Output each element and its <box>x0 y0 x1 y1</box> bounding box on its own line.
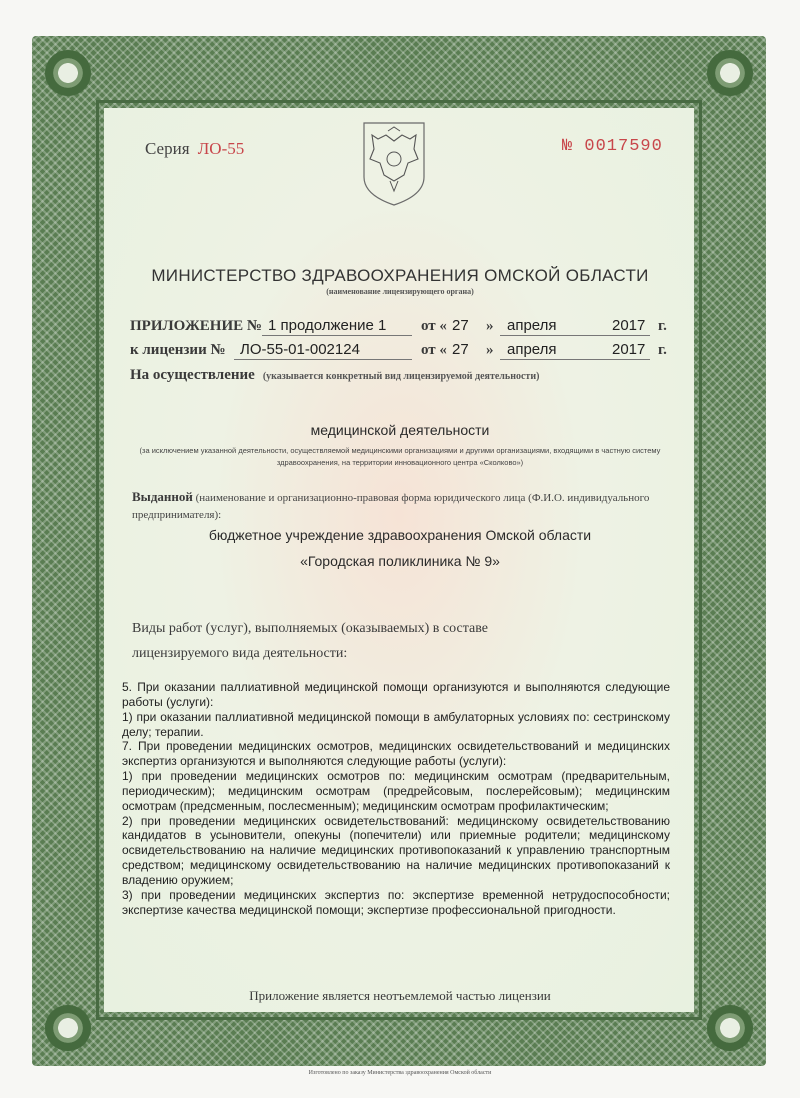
appendix-number: 1 продолжение 1 <box>268 317 387 334</box>
corner-rosette <box>45 1005 91 1051</box>
corner-rosette <box>707 50 753 96</box>
underline <box>234 359 412 360</box>
activity-row <box>130 366 670 384</box>
services-paragraph: 2) при проведении медицинских освидетельствований: медицинскому освидетельствованию кандидатов в усыновители, опекуны (попечители) или приемные родители; медицинскому освидетельствованию на наличие медицинских противопоказаний к управлению транспортным средством; медицинскому освидетельствованию на наличие медицинских противопоказаний к владению оружием; <box>122 813 670 887</box>
underline <box>500 335 650 336</box>
services-paragraph: 5. При оказании паллиативной медицинской помощи организуются и выполняются следующие работы (услуги): <box>122 680 670 709</box>
activity-label: На осуществление <box>130 367 255 383</box>
printer-imprint: Изготовлено по заказу Министерства здравоохранения Омской области <box>308 1070 492 1076</box>
activity-note: (указывается конкретный вид лицензируемой деятельности) <box>262 371 540 382</box>
appendix-year: 2017 <box>612 317 646 334</box>
corner-rosette <box>45 50 91 96</box>
license-label: к лицензии № <box>130 342 226 358</box>
coat-of-arms-emblem-icon <box>358 119 430 207</box>
underline <box>262 335 412 336</box>
issued-note: (наименование и организационно-правовая форма юридического лица (Ф.И.О. индивидуального предпринимателя): <box>132 492 650 521</box>
services-paragraph: 1) при проведении медицинских осмотров по: медицинским осмотрам (предварительным, периодическим); медицинским осмотрам (предрейсовым, послерейсовым); медицинским осмотрам (предсменным, послесменным); медицинским осмотрам профилактическим; <box>122 769 670 813</box>
integral-part-note: Приложение является неотъемлемой частью лицензии <box>249 988 551 1003</box>
issued-label: Выданной <box>132 489 193 504</box>
license-year-suffix: г. <box>658 342 667 358</box>
appendix-year-suffix: г. <box>658 318 667 334</box>
appendix-date-from: от « <box>421 318 447 334</box>
works-heading <box>132 616 582 666</box>
issued-row <box>132 488 672 524</box>
license-month: апреля <box>507 341 557 358</box>
series-label: Серия <box>145 139 190 158</box>
organization-name <box>130 522 670 574</box>
appendix-date-quote: » <box>486 318 494 334</box>
organization-name-line2: «Городская поликлиника № 9» <box>300 553 500 569</box>
services-paragraph: 1) при оказании паллиативной медицинской помощи в амбулаторных условиях по: сестринскому делу; терапии. <box>122 709 670 739</box>
license-date-quote: » <box>486 342 494 358</box>
appendix-label: ПРИЛОЖЕНИЕ № <box>130 318 262 334</box>
issuing-authority-caption: (наименование лицензирующего органа) <box>326 287 474 296</box>
issuing-authority-title: МИНИСТЕРСТВО ЗДРАВООХРАНЕНИЯ ОМСКОЙ ОБЛАСТИ <box>151 266 649 285</box>
corner-rosette <box>707 1005 753 1051</box>
license-date-from: от « <box>421 342 447 358</box>
appendix-month: апреля <box>507 317 557 334</box>
license-number: ЛО-55-01-002124 <box>240 341 360 358</box>
services-paragraph: 3) при проведении медицинских экспертиз по: экспертизе временной нетрудоспособности; экспертизе качества медицинской помощи; экспертизе профессиональной пригодности. <box>122 887 670 917</box>
activity-type: медицинской деятельности <box>310 422 490 438</box>
series-field <box>145 139 244 159</box>
underline <box>500 359 650 360</box>
works-heading-line2: лицензируемого вида деятельности: <box>132 646 348 661</box>
activity-exclusion-note: (за исключением указанной деятельности, осуществляемой медицинскими организациями и другими организациями, входящими в частную систему здравоохранения, на территории инновационного центра «Сколково») <box>139 446 661 467</box>
organization-name-line1: бюджетное учреждение здравоохранения Омской области <box>208 527 592 543</box>
appendix-day: 27 <box>452 317 469 334</box>
series-value: ЛО-55 <box>197 139 245 158</box>
license-day: 27 <box>452 341 469 358</box>
license-year: 2017 <box>612 341 646 358</box>
form-number: № 0017590 <box>562 137 663 156</box>
services-list <box>122 680 670 918</box>
works-heading-line1: Виды работ (услуг), выполняемых (оказываемых) в составе <box>132 621 488 636</box>
services-paragraph: 7. При проведении медицинских осмотров, медицинских освидетельствований и медицинских экспертиз организуются и выполняются следующие работы (услуги): <box>122 739 670 769</box>
